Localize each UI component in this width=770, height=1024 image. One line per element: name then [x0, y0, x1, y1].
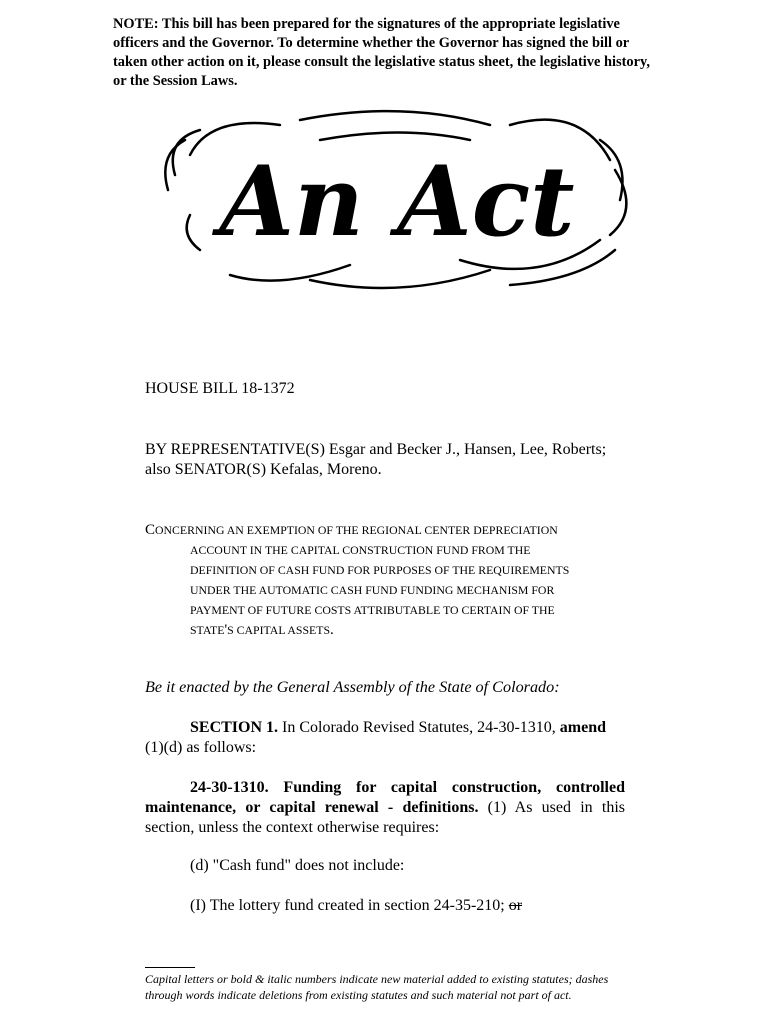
- concerning-initial: C: [145, 522, 156, 538]
- concerning-line-4: UNDER THE AUTOMATIC CASH FUND FUNDING MECHANISM FOR: [190, 583, 555, 597]
- enacting-clause: Be it enacted by the General Assembly of the State of Colorado:: [145, 678, 560, 696]
- paragraph-i: (I) The lottery fund created in section 24-35-210; or: [190, 897, 523, 914]
- section-1-label: SECTION 1.: [190, 719, 279, 736]
- paragraph-d: (d) "Cash fund" does not include:: [190, 857, 405, 874]
- sponsors: [145, 440, 635, 480]
- amend-keyword: amend: [559, 719, 607, 736]
- statute-heading: 24-30-1310. Funding for capital construction, controlled maintenance, or capital renewal - definitions.: [145, 779, 625, 816]
- an-act-logo-text: An Act: [219, 145, 575, 258]
- sponsors-representatives: BY REPRESENTATIVE(S) Esgar and Becker J., Hansen, Lee, Roberts;: [145, 441, 607, 458]
- footnote: Capital letters or bold & italic numbers indicate new material added to existing statutes; dashes through words indicate deletions from existing statutes and such material not part of act.: [145, 972, 609, 1002]
- sponsors-senators: also SENATOR(S) Kefalas, Moreno.: [145, 461, 382, 478]
- disclaimer-note: NOTE: This bill has been prepared for the signatures of the appropriate legislative officers and the Governor. To determine whether the Governor has signed the bill or taken other action on it, please consult the legislative status sheet, the legislative history, or the Session Laws.: [113, 16, 650, 89]
- an-act-logo: [160, 100, 635, 300]
- concerning-clause: [145, 520, 625, 640]
- concerning-line-3: DEFINITION OF CASH FUND FOR PURPOSES OF THE REQUIREMENTS: [190, 563, 570, 577]
- concerning-line-2: ACCOUNT IN THE CAPITAL CONSTRUCTION FUND FROM THE: [190, 543, 531, 557]
- statute-24-30-1310: [145, 778, 625, 838]
- concerning-line-5: PAYMENT OF FUTURE COSTS ATTRIBUTABLE TO CERTAIN OF THE: [190, 603, 555, 617]
- concerning-line-1: ONCERNING AN EXEMPTION OF THE REGIONAL CENTER DEPRECIATION: [155, 523, 558, 537]
- struck-word: or: [508, 897, 523, 914]
- statute-text: (1) As used in this section, unless the context otherwise requires:: [145, 799, 625, 836]
- concerning-line-6: STATE'S CAPITAL ASSETS.: [190, 622, 334, 638]
- section-1: SECTION 1. In Colorado Revised Statutes, 24-30-1310, amend (1)(d) as follows:: [145, 719, 607, 756]
- bill-number: HOUSE BILL 18-1372: [145, 380, 295, 397]
- footnote-rule: [145, 967, 195, 968]
